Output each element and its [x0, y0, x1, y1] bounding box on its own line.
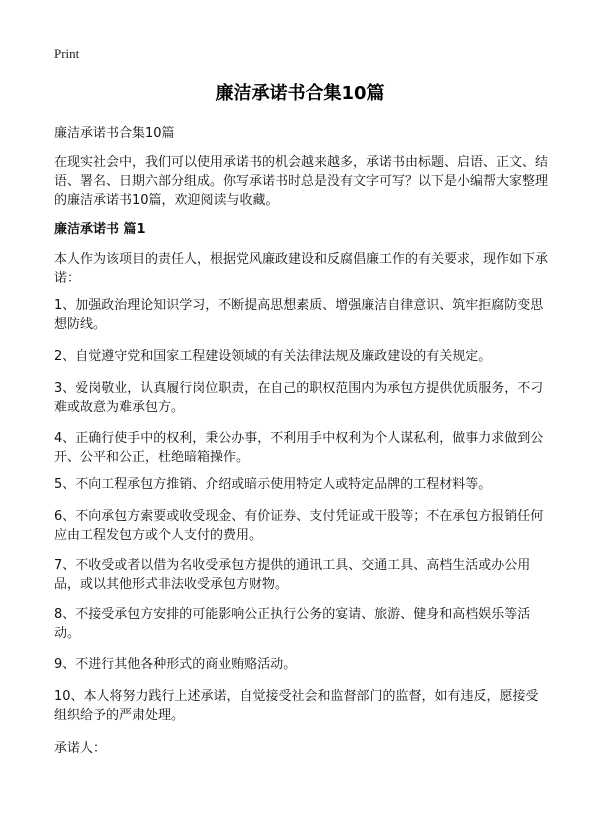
- pledge-item-4: 4、正确行使手中的权利，秉公办事，不利用手中权利为个人谋私利，做事力求做到公开、公平和公正，杜绝暗箱操作。: [54, 431, 544, 465]
- page-title: 廉洁承诺书合集10篇: [215, 83, 385, 104]
- document-subtitle: 廉洁承诺书合集10篇: [54, 126, 175, 141]
- pledge-item-3: 3、爱岗敬业，认真履行岗位职责，在自己的职权范围内为承包方提供优质服务，不刁难或故意为难承包方。: [54, 381, 544, 415]
- pledge-item-5: 5、不向工程承包方推销、介绍或暗示使用特定人或特定品牌的工程材料等。: [54, 477, 492, 492]
- signer-label: 承诺人：: [54, 741, 107, 756]
- pledge-item-1: 1、加强政治理论知识学习，不断提高思想素质、增强廉洁自律意识、筑牢拒腐防变思想防线。: [54, 298, 544, 332]
- intro-paragraph: 在现实社会中，我们可以使用承诺书的机会越来越多，承诺书由标题、启语、正文、结语、署名、日期六部分组成。你写承诺书时总是没有文字可写？以下是小编帮大家整理的廉洁承诺书10篇，欢迎阅读与收藏。: [54, 155, 549, 208]
- print-label[interactable]: Print: [54, 46, 80, 61]
- pledge-item-7: 7、不收受或者以借为名收受承包方提供的通讯工具、交通工具、高档生活或办公用品，或以其他形式非法收受承包方财物。: [54, 558, 531, 592]
- pledge-item-10: 10、本人将努力践行上述承诺，自觉接受社会和监督部门的监督，如有违反，愿接受组织给予的严肃处理。: [54, 689, 539, 723]
- pledge-preamble: 本人作为该项目的责任人，根据党风廉政建设和反腐倡廉工作的有关要求，现作如下承诺：: [54, 252, 549, 286]
- pledge-item-2: 2、自觉遵守党和国家工程建设领域的有关法律法规及廉政建设的有关规定。: [54, 349, 492, 364]
- section-heading: 廉洁承诺书 篇1: [54, 222, 146, 237]
- pledge-item-6: 6、不向承包方索要或收受现金、有价证券、支付凭证或干股等；不在承包方报销任何应由工程发包方或个人支付的费用。: [54, 509, 544, 543]
- pledge-item-9: 9、不进行其他各种形式的商业贿赂活动。: [54, 657, 297, 672]
- pledge-item-8: 8、不接受承包方安排的可能影响公正执行公务的宴请、旅游、健身和高档娱乐等活动。: [54, 607, 531, 641]
